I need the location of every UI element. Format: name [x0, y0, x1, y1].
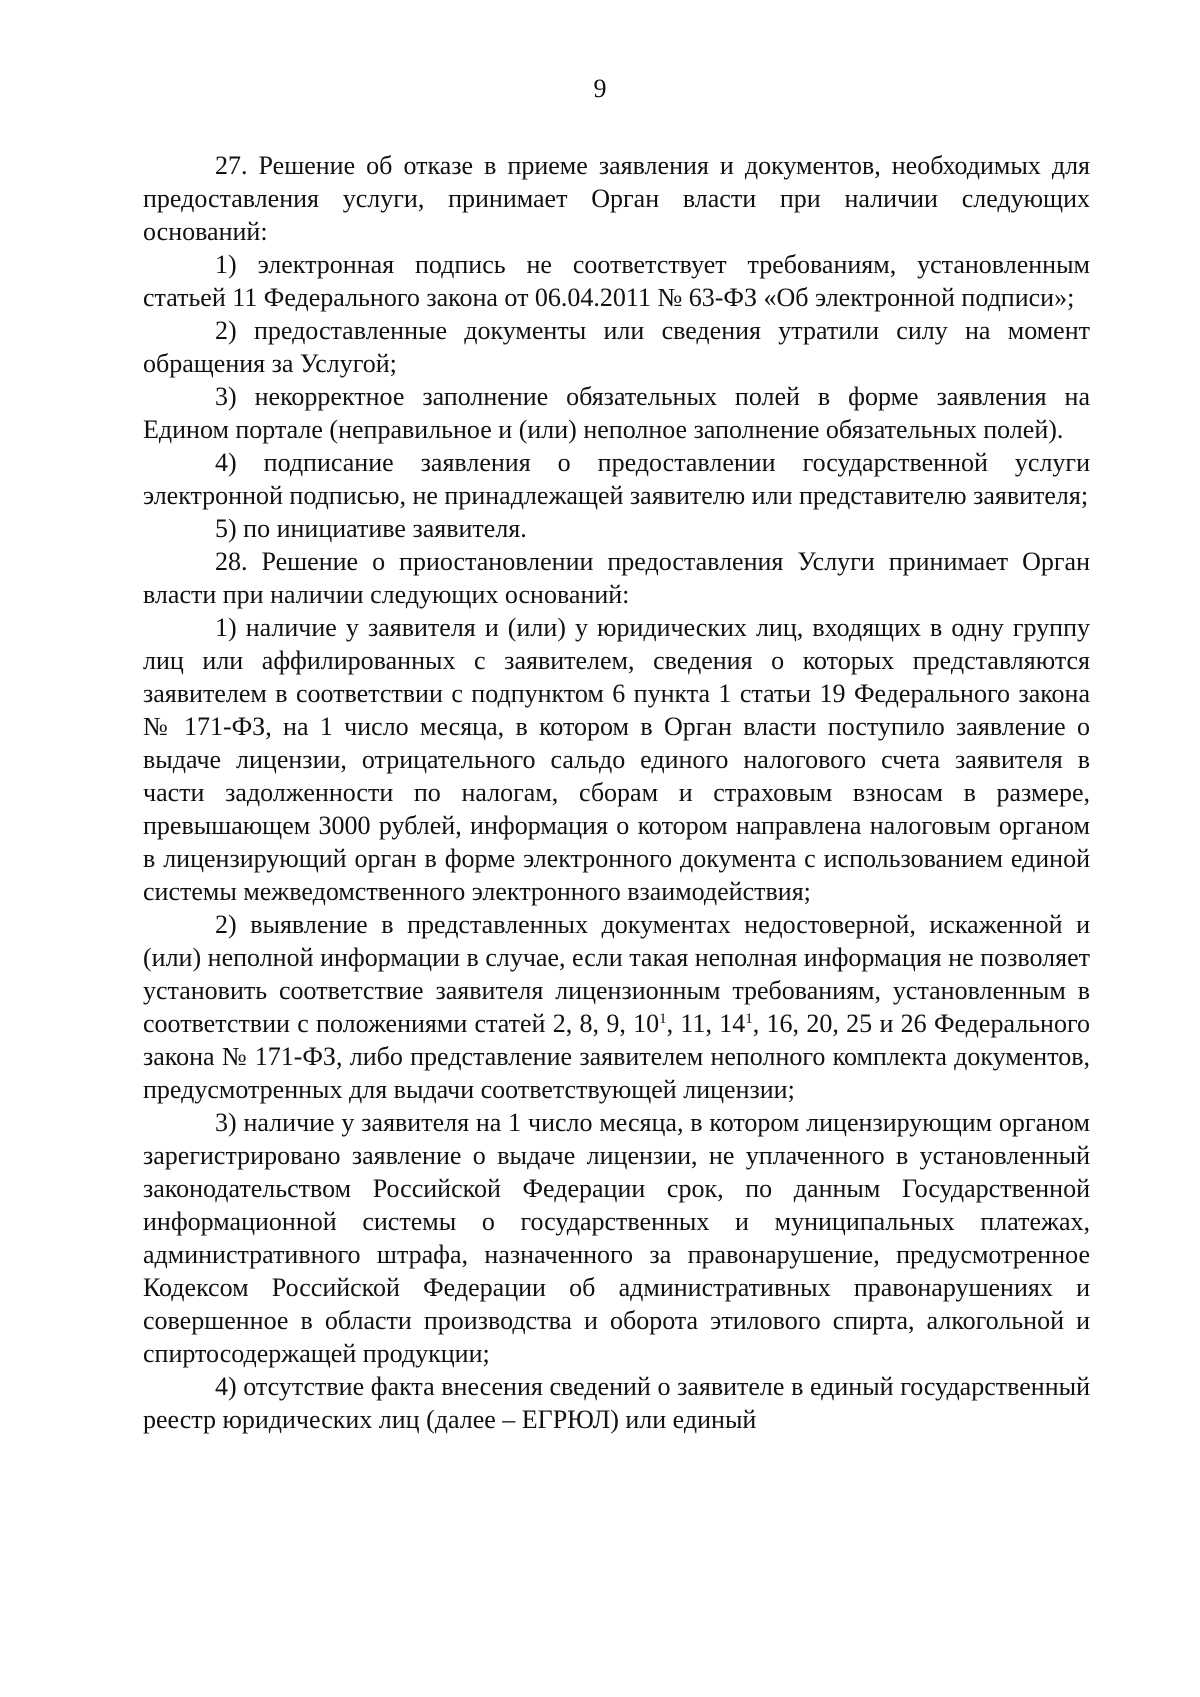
paragraph-28-item-3: 3) наличие у заявителя на 1 число месяца, в котором лицензирующим органом зарегистрировано заявление о выдаче лицензии, не уплаченного в установленный законодательством Российской Федерации срок, по данным Государственной информационной системы о государственных и муниципальных платежах, административного штрафа, назначенного за правонарушение, предусмотренное Кодексом Российской Федерации об административных правонарушениях и совершенное в области производства и оборота этилового спирта, алкогольной и спиртосодержащей продукции; — [143, 1108, 1090, 1368]
page-number: 9 — [593, 74, 607, 103]
paragraph-28-item-2-tail: , 16, 20, 25 и 26 Федерального закона № 171-ФЗ, либо представление заявителем неполного комплекта документов, предусмотренных для выдачи соответствующей лицензии; — [143, 1009, 1090, 1104]
paragraph-27: 27. Решение об отказе в приеме заявления и документов, необходимых для предоставления услуги, принимает Орган власти при наличии следующих оснований: — [143, 151, 1090, 246]
paragraph-28: 28. Решение о приостановлении предоставления Услуги принимает Орган власти при наличии следующих оснований: — [143, 547, 1090, 609]
paragraph-27-item-4: 4) подписание заявления о предоставлении государственной услуги электронной подписью, не принадлежащей заявителю или представителю заявителя; — [143, 448, 1090, 510]
superscript: 1 — [659, 1011, 667, 1027]
document-body — [143, 149, 1090, 1436]
paragraph-28-item-2 — [143, 908, 1090, 1106]
paragraph-28-item-4: 4) отсутствие факта внесения сведений о заявителе в единый государственный реестр юридических лиц (далее – ЕГРЮЛ) или единый — [143, 1372, 1090, 1434]
superscript: 1 — [745, 1011, 753, 1027]
paragraph-27-item-2: 2) предоставленные документы или сведения утратили силу на момент обращения за Услугой; — [143, 316, 1090, 378]
paragraph-27-item-3: 3) некорректное заполнение обязательных полей в форме заявления на Едином портале (неправильное и (или) неполное заполнение обязательных полей). — [143, 382, 1090, 444]
paragraph-27-item-1: 1) электронная подпись не соответствует требованиям, установленным статьей 11 Федерального закона от 06.04.2011 № 63-ФЗ «Об электронной подписи»; — [143, 250, 1090, 312]
paragraph-27-item-5: 5) по инициативе заявителя. — [215, 514, 527, 543]
paragraph-28-item-2-text: 2) выявление в представленных документах недостоверной, искаженной и (или) неполной информации в случае, если такая неполная информация не позволяет установить соответствие заявителя лицензионным требованиям, установленным в соответствии с положениями статей 2, 8, 9, 10 — [143, 910, 1090, 1038]
paragraph-28-item-1: 1) наличие у заявителя и (или) у юридических лиц, входящих в одну группу лиц или аффилированных с заявителем, сведения о которых представляются заявителем в соответствии с подпунктом 6 пункта 1 статьи 19 Федерального закона № 171-ФЗ, на 1 число месяца, в котором в Орган власти поступило заявление о выдаче лицензии, отрицательного сальдо единого налогового счета заявителя в части задолженности по налогам, сборам и страховым взносам в размере, превышающем 3000 рублей, информация о котором направлена налоговым органом в лицензирующий орган в форме электронного документа с использованием единой системы межведомственного электронного взаимодействия; — [143, 613, 1090, 906]
paragraph-28-item-2-mid: , 11, 14 — [666, 1009, 746, 1038]
